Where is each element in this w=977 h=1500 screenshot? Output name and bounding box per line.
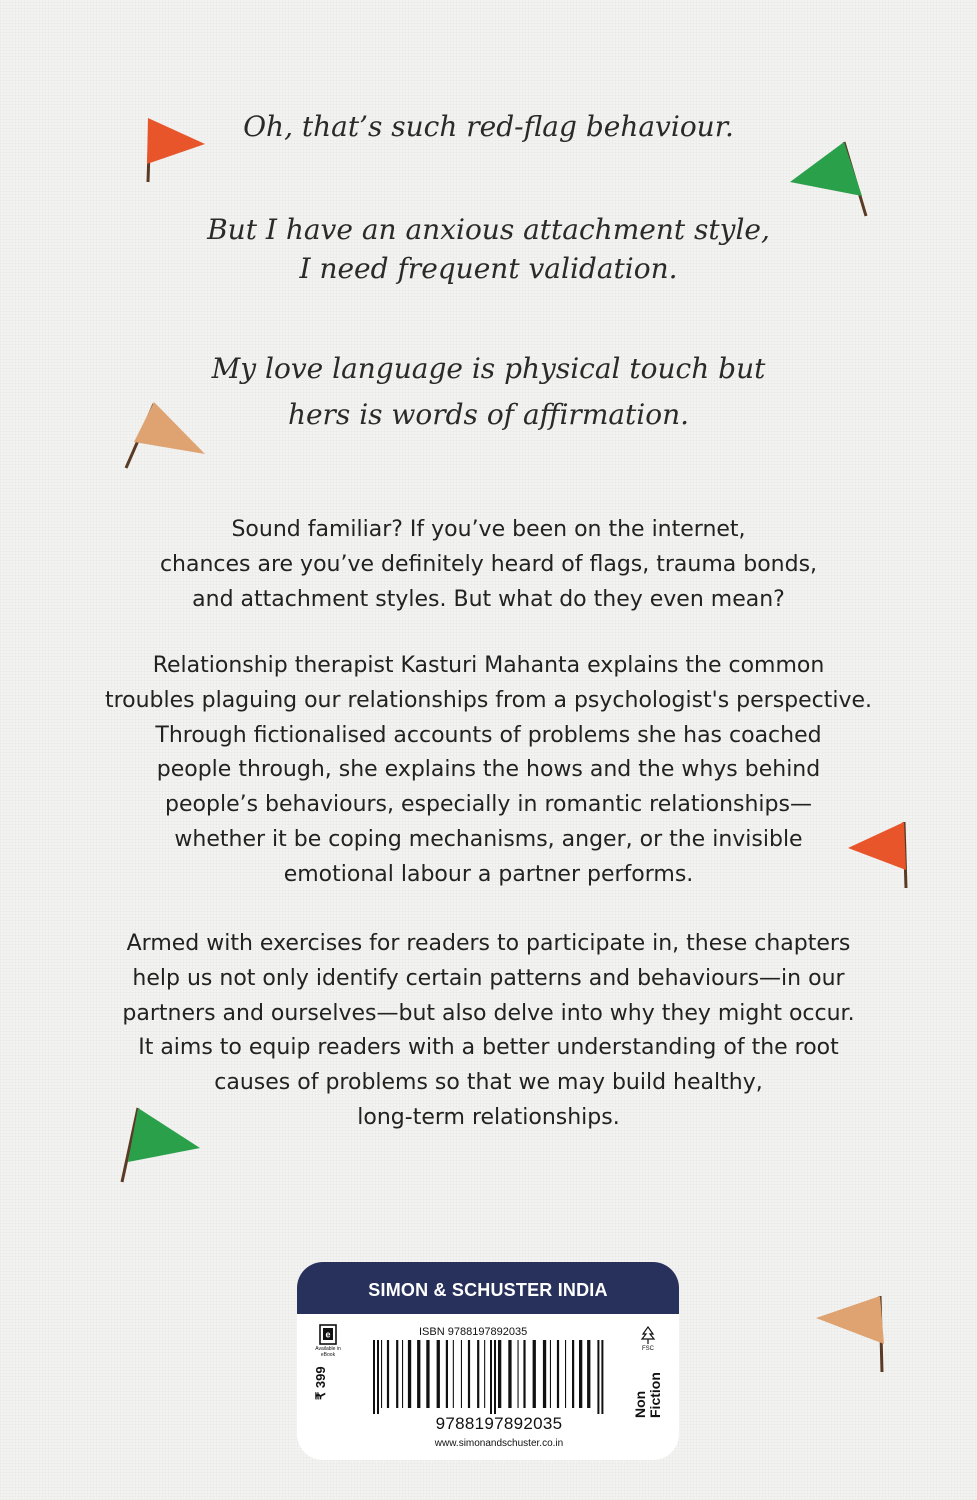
barcode-bar [396, 1340, 398, 1408]
isbn-number: 9788197892035 [435, 1414, 563, 1433]
paragraph-line: Through fictionalised accounts of problems she has coached [155, 722, 822, 748]
svg-text:e: e [325, 1329, 331, 1340]
paragraph-line: and attachment styles. But what do they even mean? [192, 586, 785, 612]
publisher-barcode-box [297, 1262, 679, 1460]
genre-line: Fiction [647, 1372, 663, 1418]
barcode-bar [408, 1340, 411, 1408]
barcode-bar [523, 1340, 525, 1408]
barcode-bar [597, 1340, 599, 1414]
paragraph-line: It aims to equip readers with a better understanding of the root [138, 1035, 839, 1061]
paragraph-line: people’s behaviours, especially in romantic relationships— [165, 792, 812, 818]
paragraph-line: troubles plaguing our relationships from a psychologist's perspective. [104, 687, 873, 713]
quote-3 [0, 346, 977, 438]
barcode-bar [490, 1340, 492, 1414]
barcode-bar [402, 1340, 403, 1408]
ebook-label: Available in eBook [315, 1346, 341, 1358]
paragraph-line: whether it be coping mechanisms, anger, or the invisible [174, 826, 803, 852]
barcode-bar [565, 1340, 566, 1408]
barcode-bar [557, 1340, 559, 1408]
barcode-bar [477, 1340, 479, 1408]
paragraph-intro [0, 513, 977, 617]
quote-line: I need frequent validation. [299, 252, 678, 285]
barcode-bar [461, 1340, 462, 1408]
paragraph-line: causes of problems so that we may build healthy, [214, 1070, 763, 1096]
barcode-bar [446, 1340, 448, 1408]
quote-2 [0, 210, 977, 288]
barcode-bar [484, 1340, 485, 1408]
paragraph-line: Sound familiar? If you’ve been on the internet, [231, 517, 746, 542]
genre-label [633, 1372, 663, 1418]
paragraph-line: Armed with exercises for readers to participate in, these chapters [126, 931, 851, 956]
barcode-bar [550, 1340, 551, 1408]
barcode-bar [572, 1340, 574, 1408]
barcode-bar [533, 1340, 536, 1408]
barcode-icon [371, 1340, 627, 1414]
paragraph-line: people through, she explains the hows and the whys behind [156, 757, 821, 783]
barcode-bar [377, 1340, 379, 1414]
barcode-bar [381, 1340, 382, 1408]
ebook-icon [317, 1324, 339, 1346]
paragraph-line: chances are you’ve definitely heard of flags, trauma bonds, [159, 551, 818, 577]
barcode-bar [579, 1340, 582, 1408]
paragraph-about [0, 649, 977, 893]
fsc-tree-icon [639, 1326, 657, 1346]
fsc-label: FSC [642, 1346, 654, 1352]
paragraph-line: long-term relationships. [357, 1104, 620, 1130]
quote-line: But I have an anxious attachment style, [207, 213, 770, 246]
paragraph-line: partners and ourselves—but also delve into why they might occur. [122, 1000, 855, 1026]
quote-1 [0, 110, 977, 143]
barcode-bar [426, 1340, 429, 1408]
barcode-bar [601, 1340, 603, 1414]
isbn-label: ISBN 9788197892035 [419, 1326, 528, 1338]
barcode-bar [437, 1340, 440, 1408]
barcode-bar [508, 1340, 511, 1408]
genre-line: Non [632, 1390, 648, 1418]
paragraph-line: Relationship therapist Kasturi Mahanta explains the common [152, 653, 825, 678]
barcode-bar [518, 1340, 519, 1408]
barcode-bar [387, 1340, 389, 1408]
publisher-name: SIMON & SCHUSTER INDIA [297, 1262, 679, 1314]
quote-line: Oh, that’s such red-flag behaviour. [243, 110, 734, 143]
barcode-bar [498, 1340, 501, 1408]
barcode-bar [453, 1340, 454, 1408]
barcode-bar [543, 1340, 546, 1408]
quote-line: My love language is physical touch but [211, 352, 766, 385]
barcode-bar [587, 1340, 590, 1408]
barcode-bar [494, 1340, 496, 1414]
paragraph-line: emotional labour a partner performs. [283, 861, 694, 887]
barcode-bar [373, 1340, 375, 1414]
paragraph-line: help us not only identify certain patterns and behaviours—in our [132, 965, 845, 991]
publisher-website: www.simonandschuster.co.in [434, 1438, 564, 1449]
barcode-bar [417, 1340, 420, 1408]
barcode-bar [468, 1340, 470, 1408]
quote-line: hers is words of affirmation. [287, 398, 690, 431]
tan-flag-icon [810, 1292, 890, 1374]
price: ₹ 399 [313, 1366, 328, 1400]
paragraph-exercises [0, 927, 977, 1136]
